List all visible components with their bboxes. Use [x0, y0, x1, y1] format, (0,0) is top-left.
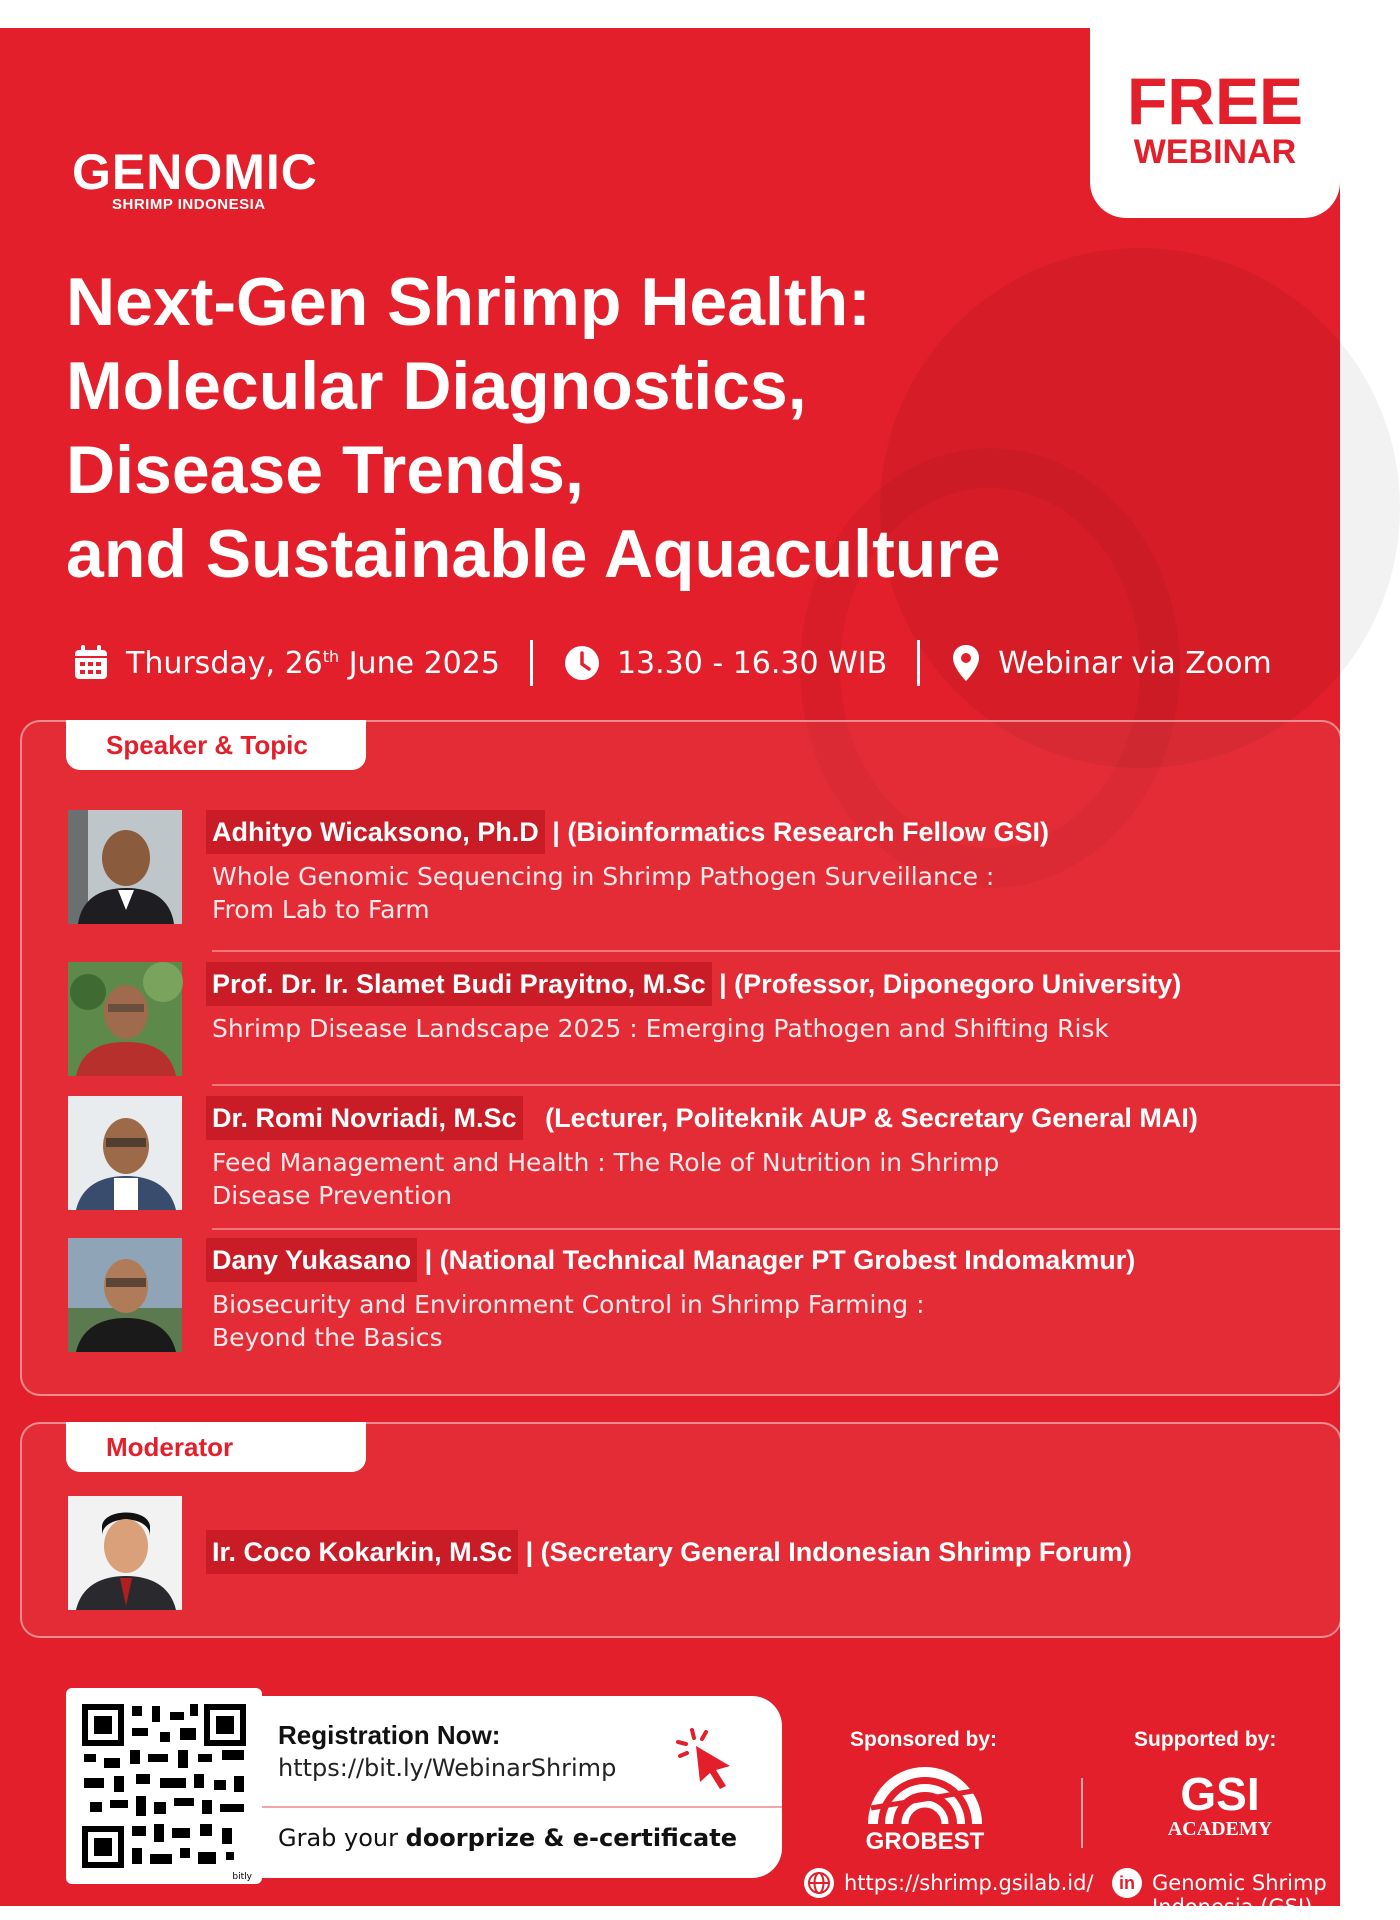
sponsor-divider: [1081, 1778, 1083, 1848]
badge-webinar: WEBINAR: [1133, 133, 1297, 171]
registration-divider: [262, 1806, 782, 1808]
logo-text: GENOMIC: [72, 144, 318, 200]
linkedin-link[interactable]: [1112, 1868, 1327, 1919]
speaker-topic: Whole Genomic Sequencing in Shrimp Pathogen Surveillance : From Lab to Farm: [212, 862, 995, 924]
location-pin-icon: [950, 643, 982, 683]
website-url[interactable]: https://shrimp.gsilab.id/: [844, 1871, 1094, 1895]
speaker-topic: Biosecurity and Environment Control in Shrimp Farming : Beyond the Basics: [212, 1290, 925, 1352]
grobest-emblem-icon: [867, 1768, 983, 1824]
registration-title: Registration Now:: [278, 1720, 501, 1750]
registration-benefit: Grab your doorprize & e-certificate: [278, 1824, 737, 1852]
speaker-divider: [212, 1228, 1340, 1230]
info-separator: [917, 640, 920, 686]
badge-free: FREE: [1126, 64, 1304, 138]
supporter-name: GSI: [1180, 1768, 1260, 1820]
title-line-3: Disease Trends,: [66, 432, 584, 508]
speakers-tab-label: Speaker & Topic: [66, 720, 366, 770]
free-webinar-badge: [1090, 28, 1340, 218]
globe-icon: [804, 1868, 834, 1898]
sponsor-label: Sponsored by:: [850, 1728, 998, 1751]
speaker-name-line: Adhityo Wicaksono, Ph.D | (Bioinformatics Research Fellow GSI): [206, 810, 1049, 854]
genomic-logo: [72, 144, 318, 213]
supporter-sub: ACADEMY: [1167, 1818, 1273, 1840]
linkedin-icon: in: [1112, 1868, 1142, 1898]
speaker-photo: [68, 1096, 182, 1210]
event-time: 13.30 - 16.30 WIB: [616, 645, 888, 681]
gsi-academy-logo: [1140, 1770, 1300, 1840]
info-separator: [530, 640, 533, 686]
cursor-click-icon: [674, 1726, 740, 1792]
title-line-4: and Sustainable Aquaculture: [66, 516, 1001, 592]
registration-url-link[interactable]: https://bit.ly/WebinarShrimp: [278, 1754, 617, 1782]
sponsor-name: GROBEST: [865, 1828, 985, 1855]
event-location: Webinar via Zoom: [998, 645, 1272, 681]
speaker-photo: [68, 810, 182, 924]
calendar-icon: [72, 644, 110, 682]
speaker-divider: [212, 1084, 1340, 1086]
poster: [0, 28, 1340, 1919]
registration-card[interactable]: [262, 1696, 782, 1878]
logo-subtext: SHRIMP INDONESIA: [112, 196, 266, 213]
website-link[interactable]: [804, 1868, 1094, 1898]
speaker-topic: Shrimp Disease Landscape 2025 : Emerging Pathogen and Shifting Risk: [212, 1014, 1109, 1043]
title-line-2: Molecular Diagnostics,: [66, 348, 807, 424]
speaker-name-line: Dr. Romi Novriadi, M.Sc (Lecturer, Politeknik AUP & Secretary General MAI): [206, 1096, 1198, 1140]
speaker-divider: [212, 950, 1340, 952]
registration-qr-code[interactable]: [66, 1688, 262, 1884]
grobest-logo: [862, 1768, 988, 1856]
moderator-name-line: Ir. Coco Kokarkin, M.Sc | (Secretary General Indonesian Shrimp Forum): [206, 1530, 1132, 1574]
title-line-1: Next-Gen Shrimp Health:: [66, 264, 871, 340]
moderator-tab-label: Moderator: [66, 1422, 366, 1472]
speaker-name-line: Dany Yukasano | (National Technical Manager PT Grobest Indomakmur): [206, 1238, 1135, 1282]
linkedin-name[interactable]: Genomic Shrimp Indonesia (GSI): [1152, 1871, 1327, 1919]
speakers-panel: [20, 720, 1342, 1396]
event-date: Thursday, 26th June 2025: [126, 645, 500, 681]
webinar-title: [66, 260, 1001, 596]
event-info: [72, 640, 1272, 686]
supporter-label: Supported by:: [1134, 1728, 1277, 1751]
clock-icon: [563, 644, 601, 682]
speaker-topic: Feed Management and Health : The Role of Nutrition in Shrimp Disease Prevention: [212, 1148, 1000, 1210]
speaker-photo: [68, 1238, 182, 1352]
moderator-photo: [68, 1496, 182, 1610]
speaker-photo: [68, 962, 182, 1076]
qr-label: bitly: [232, 1872, 252, 1882]
moderator-panel: [20, 1422, 1342, 1638]
speaker-name-line: Prof. Dr. Ir. Slamet Budi Prayitno, M.Sc | (Professor, Diponegoro University): [206, 962, 1181, 1006]
